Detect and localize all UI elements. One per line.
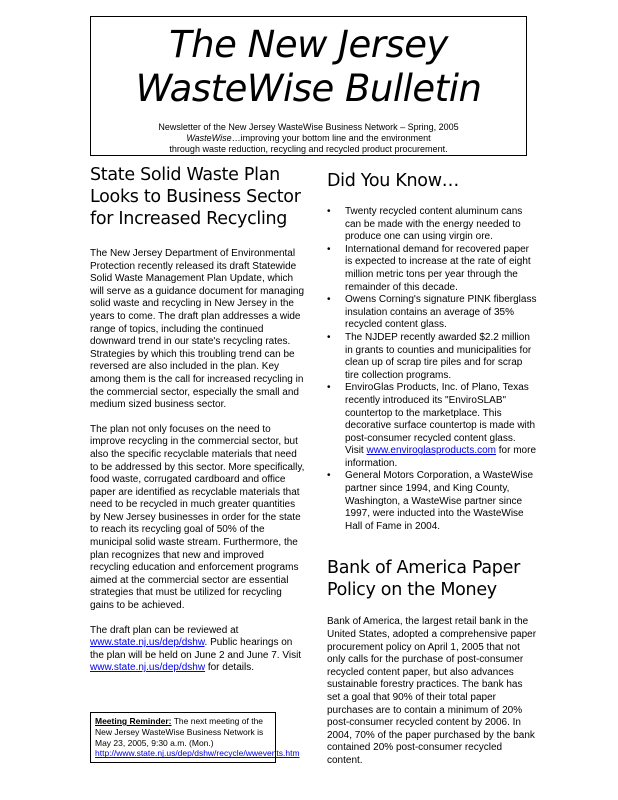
dshw-link-1[interactable]: www.state.nj.us/dep/dshw [90,637,205,649]
masthead-subtitle [91,122,526,155]
list-item-text: General Motors Corporation, a WasteWise partner since 1994, and King County, Washington, a WasteWise partner since 1997, were inducted into the WasteWise Hall of Fame in 2004. [345,470,534,532]
list-item-text: EnviroGlas Products, Inc. of Plano, Texas recently introduced its "EnviroSLAB" countertop to the marketplace. This decorative surface countertop is made with post-consumer recycled content glass. Visit [345,382,536,457]
list-item-text: International demand for recovered paper is expected to increase at the rate of eight million metric tons per year through the remainder of this decade. [345,243,531,293]
article1-para2: The plan not only focuses on the need to improve recycling in the commercial sector, but also the specific recyclable materials that need to be addressed by this sector. More specifically, food waste, corrugated cardboard and office paper are identified as recyclable materials that need to be recycled in much greater quantities by New Jersey businesses in order for the state to reach its recycling goal of 50% of the municipal solid waste stream. Furthermore, the plan recognizes that new and improved recycling education and enforcement programs aimed at the commercial sector are essential strategies that must be utilized for recycling gains to be achieved. [90,423,305,612]
title-line-2: WasteWise Bulletin [135,67,482,110]
enviroglas-link[interactable]: www.enviroglasproducts.com [366,445,496,457]
masthead [90,16,527,156]
bullet-icon: • [327,206,331,217]
subtitle-italic: WasteWise [186,133,232,143]
meeting-reminder-label: Meeting Reminder: [95,716,172,726]
subtitle-line-2 [91,133,526,144]
title-line-1: The New Jersey [169,23,448,66]
wwevents-link[interactable]: http://www.state.nj.us/dep/dshw/recycle/wwevents.htm [95,748,300,759]
subtitle-line-1: Newsletter of the New Jersey WasteWise Business Network – Spring, 2005 [158,122,459,132]
bullet-icon: • [327,470,331,482]
list-item [327,470,537,533]
bullet-icon: • [327,382,331,394]
article1-headline: State Solid Waste Plan Looks to Business Sector for Increased Recycling [90,165,301,229]
article1-para3 [90,625,305,675]
did-you-know-headline: Did You Know… [327,171,459,191]
left-column [90,160,305,675]
subtitle-line-3: through waste reduction, recycling and recycled product procurement. [169,144,448,154]
para3-text-a: The draft plan can be reviewed at [90,624,239,636]
bulletin-title [91,23,526,111]
article2-headline: Bank of America Paper Policy on the Money [327,558,520,601]
list-item [327,294,537,332]
para3-text-c: for details. [205,662,254,674]
list-item [327,382,537,470]
dshw-link-2[interactable]: www.state.nj.us/dep/dshw [90,662,206,674]
list-item [327,244,537,294]
list-item [327,206,537,244]
para3-text-b: . Public hearings on the plan will be held on June 2 and June 7. Visit [90,637,302,661]
right-column [327,160,537,768]
meeting-reminder-text: The next meeting of the New Jersey WasteWise Business Network is May 23, 2005, 9:30 a.m. (Mon.) [95,716,264,748]
list-item [327,332,537,382]
meeting-reminder-box [90,712,300,763]
did-you-know-list [327,206,537,533]
list-item-text-tail: for more information. [345,445,537,469]
bullet-icon: • [327,331,331,343]
bullet-icon: • [327,294,331,306]
subtitle-line-2-rest: …improving your bottom line and the environment [231,133,431,143]
list-item-text: Owens Corning's signature PINK fiberglass insulation contains an average of 35% recycled content glass. [345,294,537,331]
article1-para1: The New Jersey Department of Environmental Protection recently released its draft Statewide Solid Waste Management Plan Update, which will serve as a guidance document for managing solid waste and recycling in New Jersey in the years to come. The draft plan addresses a wide range of topics, including the continued downward trend in our state's recycling rates. Strategies by which this troubling trend can be reversed are also included in the plan. Key among them is the call for increased recycling in the commercial sector, especially the small and medium sized business sector. [90,248,305,411]
article2-para1: Bank of America, the largest retail bank in the United States, adopted a comprehensive paper procurement policy on April 1, 2005 that not only calls for the purchase of post-consumer recycled content paper, but also advances sustainable forestry practices. The bank has set a goal that 90% of their total paper purchases are to contain a minimum of 20% post-consumer recycled content by 2006. In 2004, 70% of the paper purchased by the bank contained 20% post-consumer recycled content. [327,616,537,766]
list-item-text: Twenty recycled content aluminum cans can be made with the energy needed to produce one can using virgin ore. [345,206,523,243]
bullet-icon: • [327,243,331,255]
list-item-text: The NJDEP recently awarded $2.2 million in grants to counties and municipalities for clean up of scrap tire piles and for scrap tire collection programs. [345,331,532,381]
